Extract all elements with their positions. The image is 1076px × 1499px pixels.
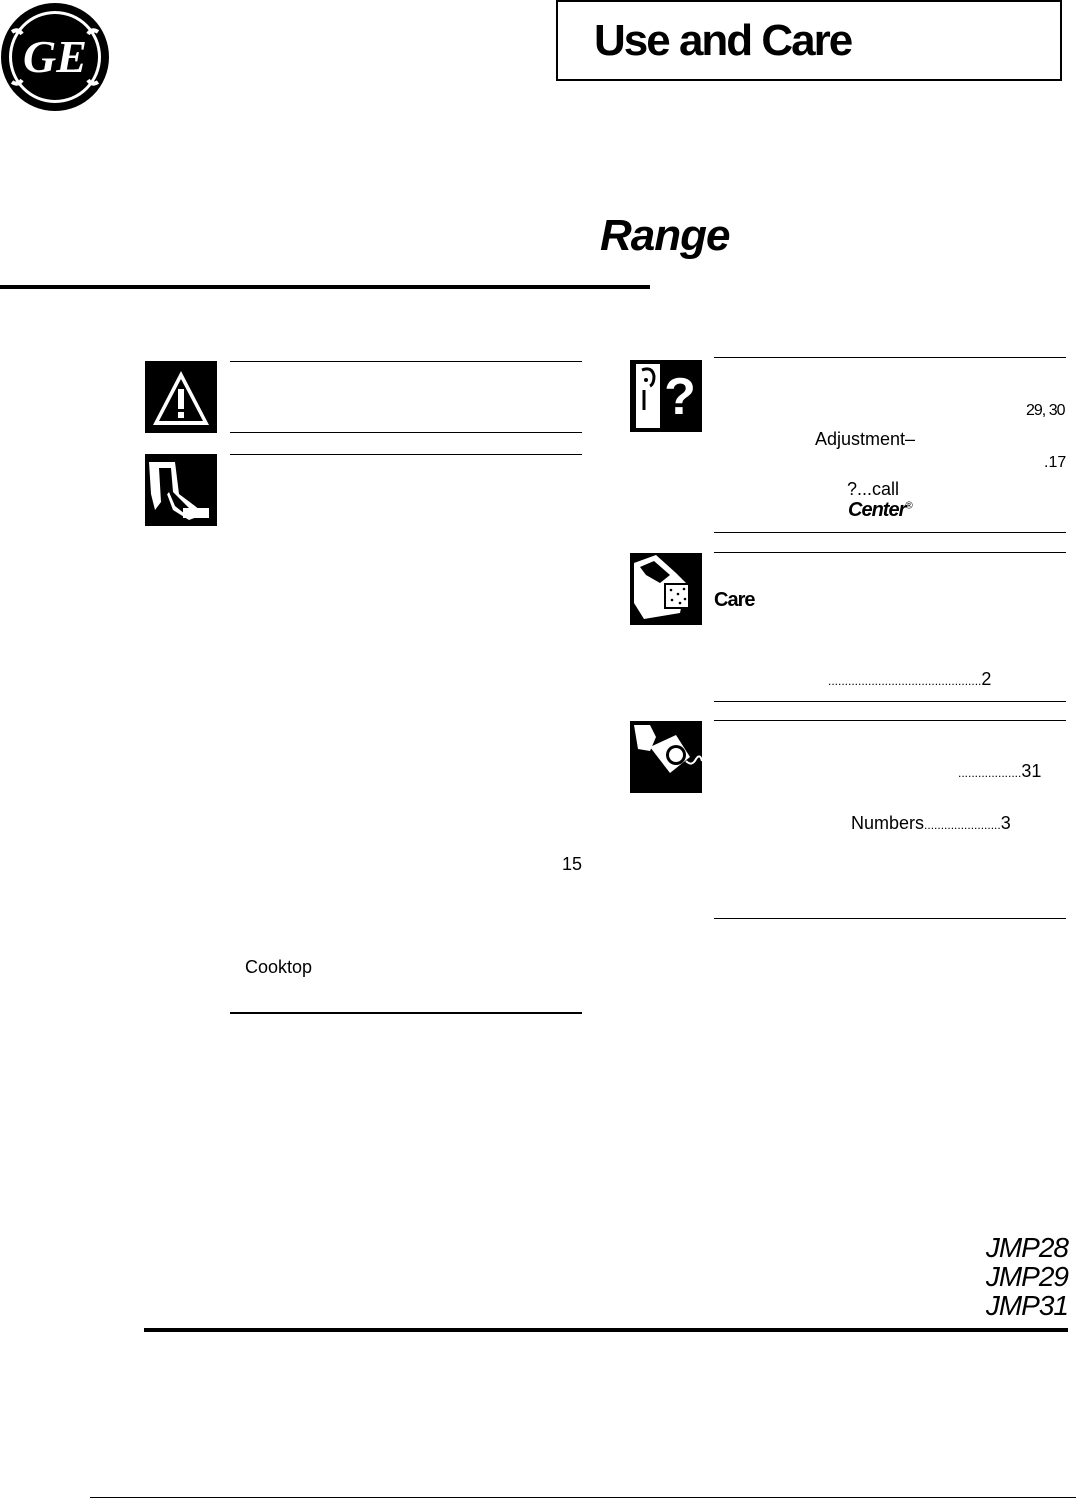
leader-dots-3: .......................	[924, 818, 1001, 832]
left-rule-1	[230, 361, 582, 362]
left-cooktop-label: Cooktop	[245, 957, 313, 977]
page-ref-3-value: 2	[981, 669, 992, 689]
right-page-ref-2: .17	[1044, 454, 1067, 471]
model-number-1: JMP28	[985, 1232, 1068, 1263]
left-page-ref: 15	[562, 854, 583, 874]
leader-dots-2: ...................	[958, 766, 1022, 780]
title-box	[556, 0, 1062, 81]
right-rule-5	[714, 720, 1066, 721]
right-call-label: ?...call	[847, 479, 900, 499]
model-number-3: JMP31	[985, 1290, 1068, 1321]
page-title: Use and Care	[594, 16, 852, 65]
right-rule-4	[714, 701, 1066, 702]
right-page-ref-3	[828, 670, 991, 688]
footer-rule	[144, 1328, 1068, 1332]
ge-logo	[0, 2, 112, 114]
center-text: Center	[848, 499, 906, 521]
bottom-hairline	[90, 1497, 1076, 1498]
right-rule-2	[714, 532, 1066, 533]
model-number-2: JMP29	[985, 1261, 1068, 1292]
hand-pressing-icon	[145, 454, 217, 526]
right-rule-6	[714, 918, 1066, 919]
right-rule-1	[714, 357, 1066, 358]
leader-dots-1: ..............................................	[828, 674, 982, 688]
left-rule-2	[230, 432, 582, 433]
ge-logo-text: GE	[23, 31, 87, 82]
right-page-ref-4	[958, 762, 1041, 780]
right-center-label	[848, 500, 912, 520]
left-rule-4	[230, 1012, 582, 1014]
right-care-label: Care	[714, 589, 755, 611]
right-numbers-label	[851, 814, 1011, 832]
svg-text:?: ?	[664, 368, 696, 426]
header-rule	[0, 285, 650, 289]
right-page-ref-1: 29, 30	[1026, 402, 1065, 419]
question-face-icon	[630, 360, 702, 432]
right-adjustment-label: Adjustment–	[815, 429, 916, 449]
page-ref-5-value: 3	[1000, 813, 1011, 833]
hand-sponge-icon	[630, 553, 702, 625]
right-rule-3	[714, 552, 1066, 553]
registered-mark: ®	[905, 500, 912, 512]
numbers-text: Numbers	[851, 813, 925, 833]
left-rule-3	[230, 454, 582, 455]
warning-icon	[145, 361, 217, 433]
page-subtitle: Range	[600, 211, 730, 260]
appliance-plug-icon	[630, 721, 702, 793]
page-ref-4-value: 31	[1021, 761, 1042, 781]
